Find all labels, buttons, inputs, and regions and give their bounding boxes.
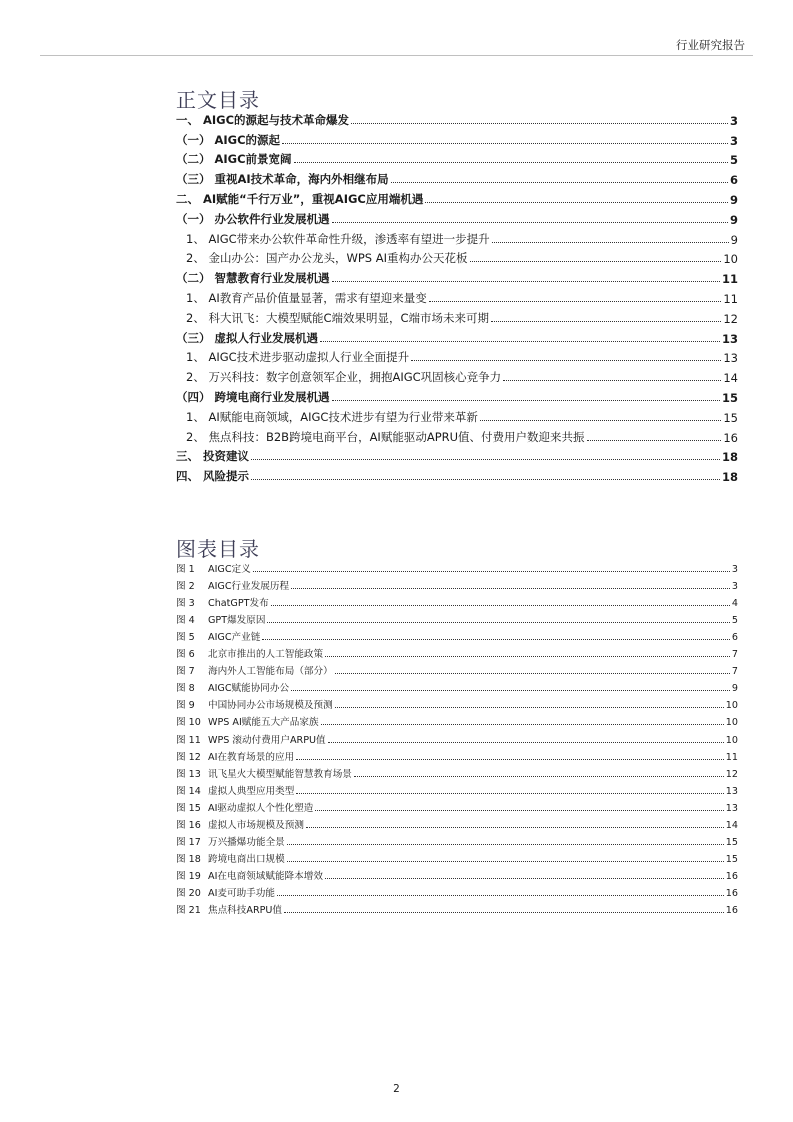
figure-entry-label: WPS 滚动付费用户ARPU值 [208, 734, 326, 746]
figure-entry-number: 图 6 [176, 649, 195, 661]
figure-entry-page: 4 [731, 598, 738, 610]
figure-entry[interactable] [176, 575, 738, 592]
figure-entry-page: 13 [725, 785, 738, 797]
figure-entry-label: AIGC行业发展历程 [208, 581, 290, 593]
toc-entry[interactable] [176, 108, 738, 128]
figure-entry-label: WPS AI赋能五大产品家族 [208, 717, 319, 729]
toc-entry-page: 10 [723, 252, 738, 267]
toc-entry-page: 18 [721, 470, 738, 485]
dot-leader [480, 420, 721, 421]
figure-entry[interactable] [176, 899, 738, 916]
figure-entry-page: 13 [725, 802, 738, 814]
figure-entry-page: 7 [731, 666, 738, 678]
toc-entry[interactable] [176, 425, 738, 445]
figure-entry-number: 图 13 [176, 768, 201, 780]
toc-entry-label: 1、 AIGC带来办公软件革命性升级，渗透率有望进一步提升 [186, 231, 490, 246]
figure-entry-page: 9 [731, 683, 738, 695]
figure-entry-number: 图 2 [176, 581, 195, 593]
dot-leader [271, 605, 730, 606]
toc-entry-label: 四、 风险提示 [176, 469, 250, 484]
dot-leader [335, 707, 724, 708]
toc-entry-label: 2、 焦点科技：B2B跨境电商平台，AI赋能驱动APRU值、付费用户数迎来共振 [186, 429, 585, 444]
toc-entry-page: 12 [723, 311, 738, 326]
toc-entry-label: 三、 投资建议 [176, 449, 250, 464]
figure-entry-number: 图 17 [176, 836, 201, 848]
figure-entry-label: AIGC产业链 [208, 632, 261, 644]
figure-entry-label: AI在教育场景的应用 [208, 751, 295, 763]
figure-entry-label: ChatGPT发布 [208, 598, 269, 610]
dot-leader [332, 400, 720, 401]
figure-entry-page: 14 [725, 819, 738, 831]
toc-entry-page: 5 [729, 153, 738, 168]
dot-leader [328, 742, 724, 743]
dot-leader [253, 571, 730, 572]
toc-entry-label: （四） 跨境电商行业发展机遇 [176, 389, 330, 404]
figure-entry-label: AIGC赋能协同办公 [208, 683, 290, 695]
dot-leader [262, 639, 730, 640]
toc-entry-label: 一、 AIGC的源起与技术革命爆发 [176, 112, 350, 127]
page-number: 2 [393, 1083, 400, 1095]
dot-leader [429, 301, 722, 302]
figure-entry[interactable] [176, 882, 738, 899]
toc-entry[interactable] [176, 148, 738, 168]
figure-entry-number: 图 12 [176, 751, 201, 763]
figure-entry[interactable] [176, 711, 738, 728]
figure-entry[interactable] [176, 609, 738, 626]
dot-leader [294, 162, 728, 163]
dot-leader [251, 459, 720, 460]
toc-entry[interactable] [176, 365, 738, 385]
figure-entry-number: 图 19 [176, 870, 201, 882]
toc-entry-page: 14 [723, 371, 738, 386]
figure-entry-number: 图 5 [176, 632, 195, 644]
toc-entry-page: 18 [721, 450, 738, 465]
toc-entry-page: 3 [729, 133, 738, 148]
toc-entry[interactable] [176, 187, 738, 207]
toc-entry[interactable] [176, 326, 738, 346]
figure-entry-page: 15 [725, 853, 738, 865]
figure-entry[interactable] [176, 626, 738, 643]
figure-entry-page: 15 [725, 836, 738, 848]
toc-entry-page: 6 [729, 173, 738, 188]
toc-entry[interactable] [176, 445, 738, 465]
figure-entry[interactable] [176, 746, 738, 763]
toc-entry-page: 15 [723, 410, 738, 425]
toc-entry-page: 13 [723, 351, 738, 366]
dot-leader [267, 622, 729, 623]
figure-entry[interactable] [176, 865, 738, 882]
toc-entry[interactable] [176, 167, 738, 187]
dot-leader [296, 793, 723, 794]
figure-entry-number: 图 3 [176, 598, 195, 610]
dot-leader [425, 202, 728, 203]
figure-entry-page: 10 [725, 717, 738, 729]
figure-entry-number: 图 8 [176, 683, 195, 695]
figure-entry-page: 10 [725, 700, 738, 712]
figure-entry[interactable] [176, 728, 738, 745]
toc-entry-label: （二） 智慧教育行业发展机遇 [176, 271, 330, 286]
figure-entry-page: 6 [731, 632, 738, 644]
figure-entry-label: 中国协同办公市场规模及预测 [208, 700, 333, 712]
figure-entry[interactable] [176, 592, 738, 609]
figure-entry-page: 11 [725, 751, 738, 763]
dot-leader [277, 895, 724, 896]
figure-entry-label: AI在电商领域赋能降本增效 [208, 870, 323, 882]
dot-leader [332, 281, 720, 282]
figure-entry-number: 图 21 [176, 904, 201, 916]
figure-entry[interactable] [176, 694, 738, 711]
figure-entry-label: AIGC定义 [208, 564, 251, 576]
figure-entry-number: 图 16 [176, 819, 201, 831]
dot-leader [291, 690, 730, 691]
figure-entry[interactable] [176, 780, 738, 797]
toc-entry-label: 2、 万兴科技：数字创意领军企业，拥抱AIGC巩固核心竞争力 [186, 370, 502, 385]
dot-leader [321, 724, 724, 725]
figure-entry-number: 图 11 [176, 734, 201, 746]
figure-entry-page: 12 [725, 768, 738, 780]
toc-entry[interactable] [176, 405, 738, 425]
dot-leader [291, 588, 730, 589]
dot-leader [335, 673, 730, 674]
figure-entry[interactable] [176, 831, 738, 848]
figure-entry-label: 焦点科技ARPU值 [208, 904, 283, 916]
dot-leader [315, 810, 723, 811]
dot-leader [325, 656, 730, 657]
figure-entry[interactable] [176, 814, 738, 831]
toc-entry-label: （一） 办公软件行业发展机遇 [176, 211, 330, 226]
figure-entry[interactable] [176, 677, 738, 694]
toc-entry-label: （二） AIGC前景宽阔 [176, 152, 292, 167]
figure-entry-number: 图 4 [176, 615, 195, 627]
figure-entry[interactable] [176, 848, 738, 865]
toc-entry-page: 11 [721, 272, 738, 287]
figure-entry-label: 讯飞星火大模型赋能智慧教育场景 [208, 768, 352, 780]
figure-entry-label: AI麦可助手功能 [208, 887, 275, 899]
figure-entry-number: 图 10 [176, 717, 201, 729]
toc-entry-page: 9 [729, 212, 738, 227]
toc-entry-label: 二、 AI赋能“千行万业”，重视AIGC应用端机遇 [176, 191, 424, 206]
dot-leader [282, 143, 728, 144]
figure-entry[interactable] [176, 643, 738, 660]
figure-entry-page: 3 [731, 581, 738, 593]
dot-leader [470, 261, 722, 262]
figure-entry-label: 北京市推出的人工智能政策 [208, 649, 324, 661]
figure-entry-number: 图 14 [176, 785, 201, 797]
figure-entry[interactable] [176, 660, 738, 677]
toc-entry[interactable] [176, 227, 738, 247]
dot-leader [296, 759, 724, 760]
figure-entry-number: 图 1 [176, 564, 195, 576]
toc-entry-page: 9 [729, 192, 738, 207]
toc-entry[interactable] [176, 128, 738, 148]
toc-entry[interactable] [176, 286, 738, 306]
toc-entry-label: 2、 金山办公：国产办公龙头，WPS AI重构办公天花板 [186, 251, 468, 266]
toc-entry-page: 11 [723, 291, 738, 306]
dot-leader [287, 844, 724, 845]
header-divider [40, 55, 753, 56]
dot-leader [325, 878, 724, 879]
figure-entry-number: 图 7 [176, 666, 195, 678]
figure-entry-page: 5 [731, 615, 738, 627]
figure-entry-label: 虚拟人典型应用类型 [208, 785, 295, 797]
dot-leader [391, 182, 728, 183]
toc-entry-label: 1、 AI赋能电商领域，AIGC技术进步有望为行业带来革新 [186, 409, 478, 424]
dot-leader [354, 776, 724, 777]
dot-leader [320, 341, 720, 342]
figure-entry-page: 16 [725, 870, 738, 882]
figure-entry-label: 跨境电商出口规模 [208, 853, 285, 865]
toc-entry[interactable] [176, 464, 738, 484]
toc-entry-label: 1、 AI教育产品价值量显著，需求有望迎来量变 [186, 290, 427, 305]
toc-entry-label: （三） 重视AI技术革命，海内外相继布局 [176, 172, 389, 187]
figure-entry[interactable] [176, 797, 738, 814]
toc-entry[interactable] [176, 346, 738, 366]
report-type-label: 行业研究报告 [676, 38, 745, 52]
figure-entry-label: AI驱动虚拟人个性化塑造 [208, 802, 314, 814]
figure-entry-number: 图 18 [176, 853, 201, 865]
toc-entry-label: 1、 AIGC技术进步驱动虚拟人行业全面提升 [186, 350, 410, 365]
dot-leader [332, 222, 728, 223]
figure-entry-label: 海内外人工智能布局（部分） [208, 666, 333, 678]
figure-entry-page: 16 [725, 887, 738, 899]
toc-entry-label: （三） 虚拟人行业发展机遇 [176, 330, 319, 345]
dot-leader [251, 479, 720, 480]
figure-entry-page: 16 [725, 904, 738, 916]
toc-entry[interactable] [176, 207, 738, 227]
dot-leader [491, 321, 721, 322]
toc-title: 正文目录 [176, 88, 260, 112]
dot-leader [492, 242, 729, 243]
toc-entry[interactable] [176, 306, 738, 326]
figure-entry-number: 图 15 [176, 802, 201, 814]
figure-entry-label: 万兴播爆功能全景 [208, 836, 285, 848]
toc-list [176, 108, 738, 484]
dot-leader [351, 123, 728, 124]
figure-entry[interactable] [176, 558, 738, 575]
toc-entry-page: 3 [729, 113, 738, 128]
figure-toc-title: 图表目录 [176, 537, 260, 561]
toc-entry[interactable] [176, 266, 738, 286]
figure-entry-page: 7 [731, 649, 738, 661]
dot-leader [503, 380, 721, 381]
toc-entry-page: 16 [723, 430, 738, 445]
figure-entry-page: 3 [731, 564, 738, 576]
figure-toc-list [176, 558, 738, 916]
figure-entry-number: 图 9 [176, 700, 195, 712]
toc-entry-page: 15 [721, 390, 738, 405]
dot-leader [287, 861, 724, 862]
figure-entry-label: GPT爆发原因 [208, 615, 266, 627]
toc-entry-label: （一） AIGC的源起 [176, 132, 281, 147]
figure-entry[interactable] [176, 763, 738, 780]
dot-leader [284, 912, 724, 913]
figure-entry-label: 虚拟人市场规模及预测 [208, 819, 304, 831]
figure-entry-page: 10 [725, 734, 738, 746]
dot-leader [587, 440, 722, 441]
dot-leader [306, 827, 724, 828]
toc-entry-label: 2、 科大讯飞：大模型赋能C端效果明显，C端市场未来可期 [186, 310, 490, 325]
toc-entry-page: 9 [730, 232, 738, 247]
dot-leader [411, 360, 721, 361]
figure-entry-number: 图 20 [176, 887, 201, 899]
toc-entry[interactable] [176, 385, 738, 405]
toc-entry[interactable] [176, 247, 738, 267]
toc-entry-page: 13 [721, 331, 738, 346]
